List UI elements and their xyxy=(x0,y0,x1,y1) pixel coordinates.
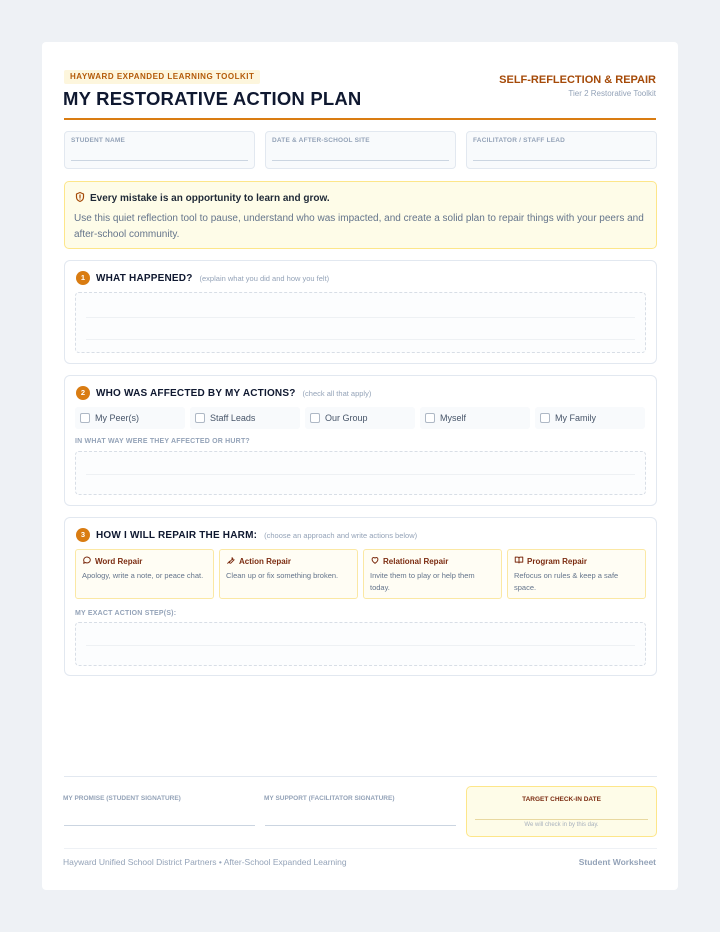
footer-doc-type: Student Worksheet xyxy=(578,857,656,867)
checkbox-label: My Peer(s) xyxy=(95,413,140,423)
brand-tag: HAYWARD EXPANDED LEARNING TOOLKIT xyxy=(64,70,260,84)
writing-line xyxy=(86,317,635,318)
footer-divider xyxy=(64,848,657,849)
book-icon xyxy=(514,555,524,567)
worksheet-type-subtitle: Tier 2 Restorative Toolkit xyxy=(568,89,656,98)
section-title: HOW I WILL REPAIR THE HARM: xyxy=(96,529,258,541)
heart-icon xyxy=(370,555,380,567)
approach-description: Refocus on rules & keep a safe space. xyxy=(514,571,619,592)
approach-program-repair[interactable] xyxy=(507,549,646,599)
checkbox-label: Staff Leads xyxy=(210,413,256,423)
affected-how-label: IN WHAT WAY WERE THEY AFFECTED OR HURT? xyxy=(75,438,250,445)
approach-description: Apology, write a note, or peace chat. xyxy=(82,571,204,580)
writing-line xyxy=(86,474,635,475)
banner-heading-row xyxy=(74,191,647,206)
section-header xyxy=(76,528,417,542)
checkin-date-box[interactable] xyxy=(466,786,657,837)
field-write-line xyxy=(272,160,449,161)
section-who-affected xyxy=(64,375,657,506)
approach-action-repair[interactable] xyxy=(219,549,358,599)
checkbox-label: My Family xyxy=(555,413,596,423)
worksheet-type-title: SELF-REFLECTION & REPAIR xyxy=(499,74,656,86)
section-hint: (explain what you did and how you felt) xyxy=(199,273,330,283)
approach-title: Program Repair xyxy=(527,556,588,566)
student-signature-label: MY PROMISE (STUDENT SIGNATURE) xyxy=(63,795,181,802)
approach-title-row xyxy=(370,555,495,567)
shield-icon xyxy=(74,191,86,206)
approach-title: Word Repair xyxy=(95,556,143,566)
checkin-note: We will check in by this day. xyxy=(524,822,599,828)
checkbox-square[interactable] xyxy=(540,413,550,423)
approach-title: Action Repair xyxy=(239,556,292,566)
approach-description: Invite them to play or help them today. xyxy=(370,571,475,592)
approach-title-row xyxy=(82,555,207,567)
section-number-badge: 1 xyxy=(76,271,90,285)
section-title: WHAT HAPPENED? xyxy=(96,272,193,284)
banner-text: Use this quiet reflection tool to pause, understand who was impacted, and create a solid plan to repair things with your peers and after-school community. xyxy=(74,213,644,240)
section-header xyxy=(76,386,371,400)
encouragement-banner xyxy=(64,181,657,249)
what-happened-writing-area[interactable] xyxy=(75,292,646,353)
checkbox-square[interactable] xyxy=(310,413,320,423)
field-label: FACILITATOR / STAFF LEAD xyxy=(473,137,566,144)
approach-relational-repair[interactable] xyxy=(363,549,502,599)
checkin-title: TARGET CHECK-IN DATE xyxy=(522,796,601,803)
checkbox-my-family[interactable] xyxy=(535,407,645,429)
approach-description: Clean up or fix something broken. xyxy=(226,571,339,580)
header-divider xyxy=(64,118,656,120)
checkbox-staff-leads[interactable] xyxy=(190,407,300,429)
approach-word-repair[interactable] xyxy=(75,549,214,599)
footer-credit: Hayward Unified School District Partners • After-School Expanded Learning xyxy=(63,857,347,867)
section-hint: (check all that apply) xyxy=(302,388,372,398)
approach-title-row xyxy=(514,555,639,567)
section-number-badge: 3 xyxy=(76,528,90,542)
action-steps-label: MY EXACT ACTION STEP(S): xyxy=(75,610,177,617)
student-name-field[interactable] xyxy=(64,131,255,169)
action-steps-writing-area[interactable] xyxy=(75,622,646,666)
checkbox-label: Myself xyxy=(440,413,467,423)
section-repair-harm xyxy=(64,517,657,676)
section-hint: (choose an approach and write actions below) xyxy=(264,530,418,540)
checkbox-square[interactable] xyxy=(80,413,90,423)
checkbox-my-peers[interactable] xyxy=(75,407,185,429)
checkbox-myself[interactable] xyxy=(420,407,530,429)
checkbox-label: Our Group xyxy=(325,413,368,423)
worksheet-page xyxy=(42,42,678,890)
field-label: DATE & AFTER-SCHOOL SITE xyxy=(272,137,370,144)
writing-line xyxy=(86,645,635,646)
checkin-write-line xyxy=(475,819,648,820)
chat-bubble-icon xyxy=(82,555,92,567)
wrench-icon xyxy=(226,555,236,567)
student-signature-line[interactable] xyxy=(64,825,255,826)
checkbox-square[interactable] xyxy=(195,413,205,423)
facilitator-signature-label: MY SUPPORT (FACILITATOR SIGNATURE) xyxy=(264,795,395,802)
page-title: MY RESTORATIVE ACTION PLAN xyxy=(63,88,362,109)
affected-how-writing-area[interactable] xyxy=(75,451,646,495)
writing-line xyxy=(86,339,635,340)
field-write-line xyxy=(473,160,650,161)
section-title: WHO WAS AFFECTED BY MY ACTIONS? xyxy=(96,387,296,399)
date-site-field[interactable] xyxy=(265,131,456,169)
signature-divider xyxy=(64,776,657,777)
field-write-line xyxy=(71,160,248,161)
section-header xyxy=(76,271,329,285)
facilitator-field[interactable] xyxy=(466,131,657,169)
field-label: STUDENT NAME xyxy=(71,137,126,144)
section-number-badge: 2 xyxy=(76,386,90,400)
section-what-happened xyxy=(64,260,657,364)
checkbox-our-group[interactable] xyxy=(305,407,415,429)
approach-title-row xyxy=(226,555,351,567)
checkbox-square[interactable] xyxy=(425,413,435,423)
approach-title: Relational Repair xyxy=(383,556,449,566)
banner-heading: Every mistake is an opportunity to learn and grow. xyxy=(90,193,330,204)
facilitator-signature-line[interactable] xyxy=(265,825,456,826)
